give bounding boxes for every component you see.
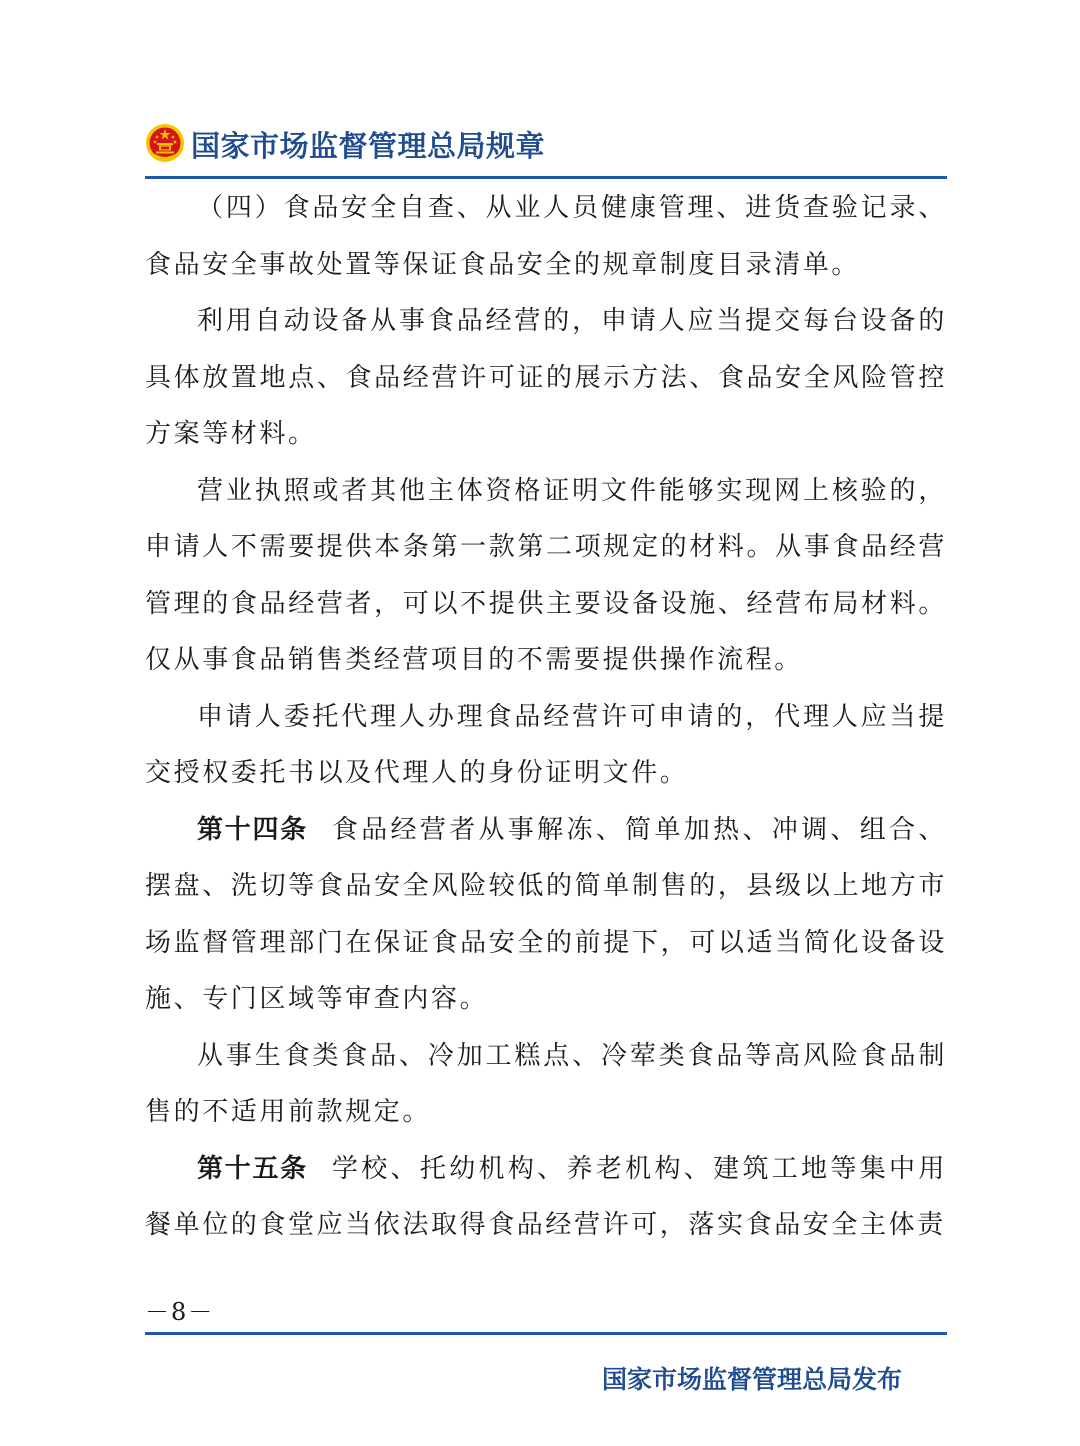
paragraph-text: （四）食品安全自查、从业人员健康管理、进货查验记录、食品安全事故处置等保证食品安全的规章制度目录清单。 [145,193,947,280]
paragraph-text: 利用自动设备从事食品经营的，申请人应当提交每台设备的具体放置地点、食品经营许可证的展示方法、食品安全风险管控方案等材料。 [145,306,947,449]
paragraph-text: 营业执照或者其他主体资格证明文件能够实现网上核验的，申请人不需要提供本条第一款第二项规定的材料。从事食品经营管理的食品经营者，可以不提供主要设备设施、经营布局材料。仅从事食品销售类经营项目的不需要提供操作流程。 [145,475,947,675]
paragraph [145,802,947,1028]
header-divider [145,176,947,179]
footer-publisher: 国家市场监督管理总局发布 [601,1365,902,1394]
page-number: －8－ [145,1298,215,1326]
paragraph [145,463,947,689]
article-heading: 第十四条 [197,814,308,845]
footer-divider [145,1332,947,1335]
paragraph-text: 申请人委托代理人办理食品经营许可申请的，代理人应当提交授权委托书以及代理人的身份证明文件。 [145,701,947,788]
paragraph [145,689,947,802]
paragraph [145,1028,947,1141]
header-title: 国家市场监督管理总局规章 [191,129,546,163]
national-emblem-icon [145,123,185,163]
paragraph-text: 从事生食类食品、冷加工糕点、冷荤类食品等高风险食品制售的不适用前款规定。 [145,1040,947,1127]
paragraph [145,1141,947,1254]
article-heading: 第十五条 [197,1153,308,1184]
paragraph [145,180,947,293]
paragraph-text: 食品经营者从事解冻、简单加热、冲调、组合、摆盘、洗切等食品安全风险较低的简单制售的，县级以上地方市场监督管理部门在保证食品安全的前提下，可以适当简化设备设施、专门区域等审查内容。 [145,814,947,1014]
paragraph [145,293,947,463]
paragraph-text: 学校、托幼机构、养老机构、建筑工地等集中用餐单位的食堂应当依法取得食品经营许可，落实食品安全主体责 [145,1153,947,1240]
document-body [145,180,947,1254]
page-header [145,118,947,178]
